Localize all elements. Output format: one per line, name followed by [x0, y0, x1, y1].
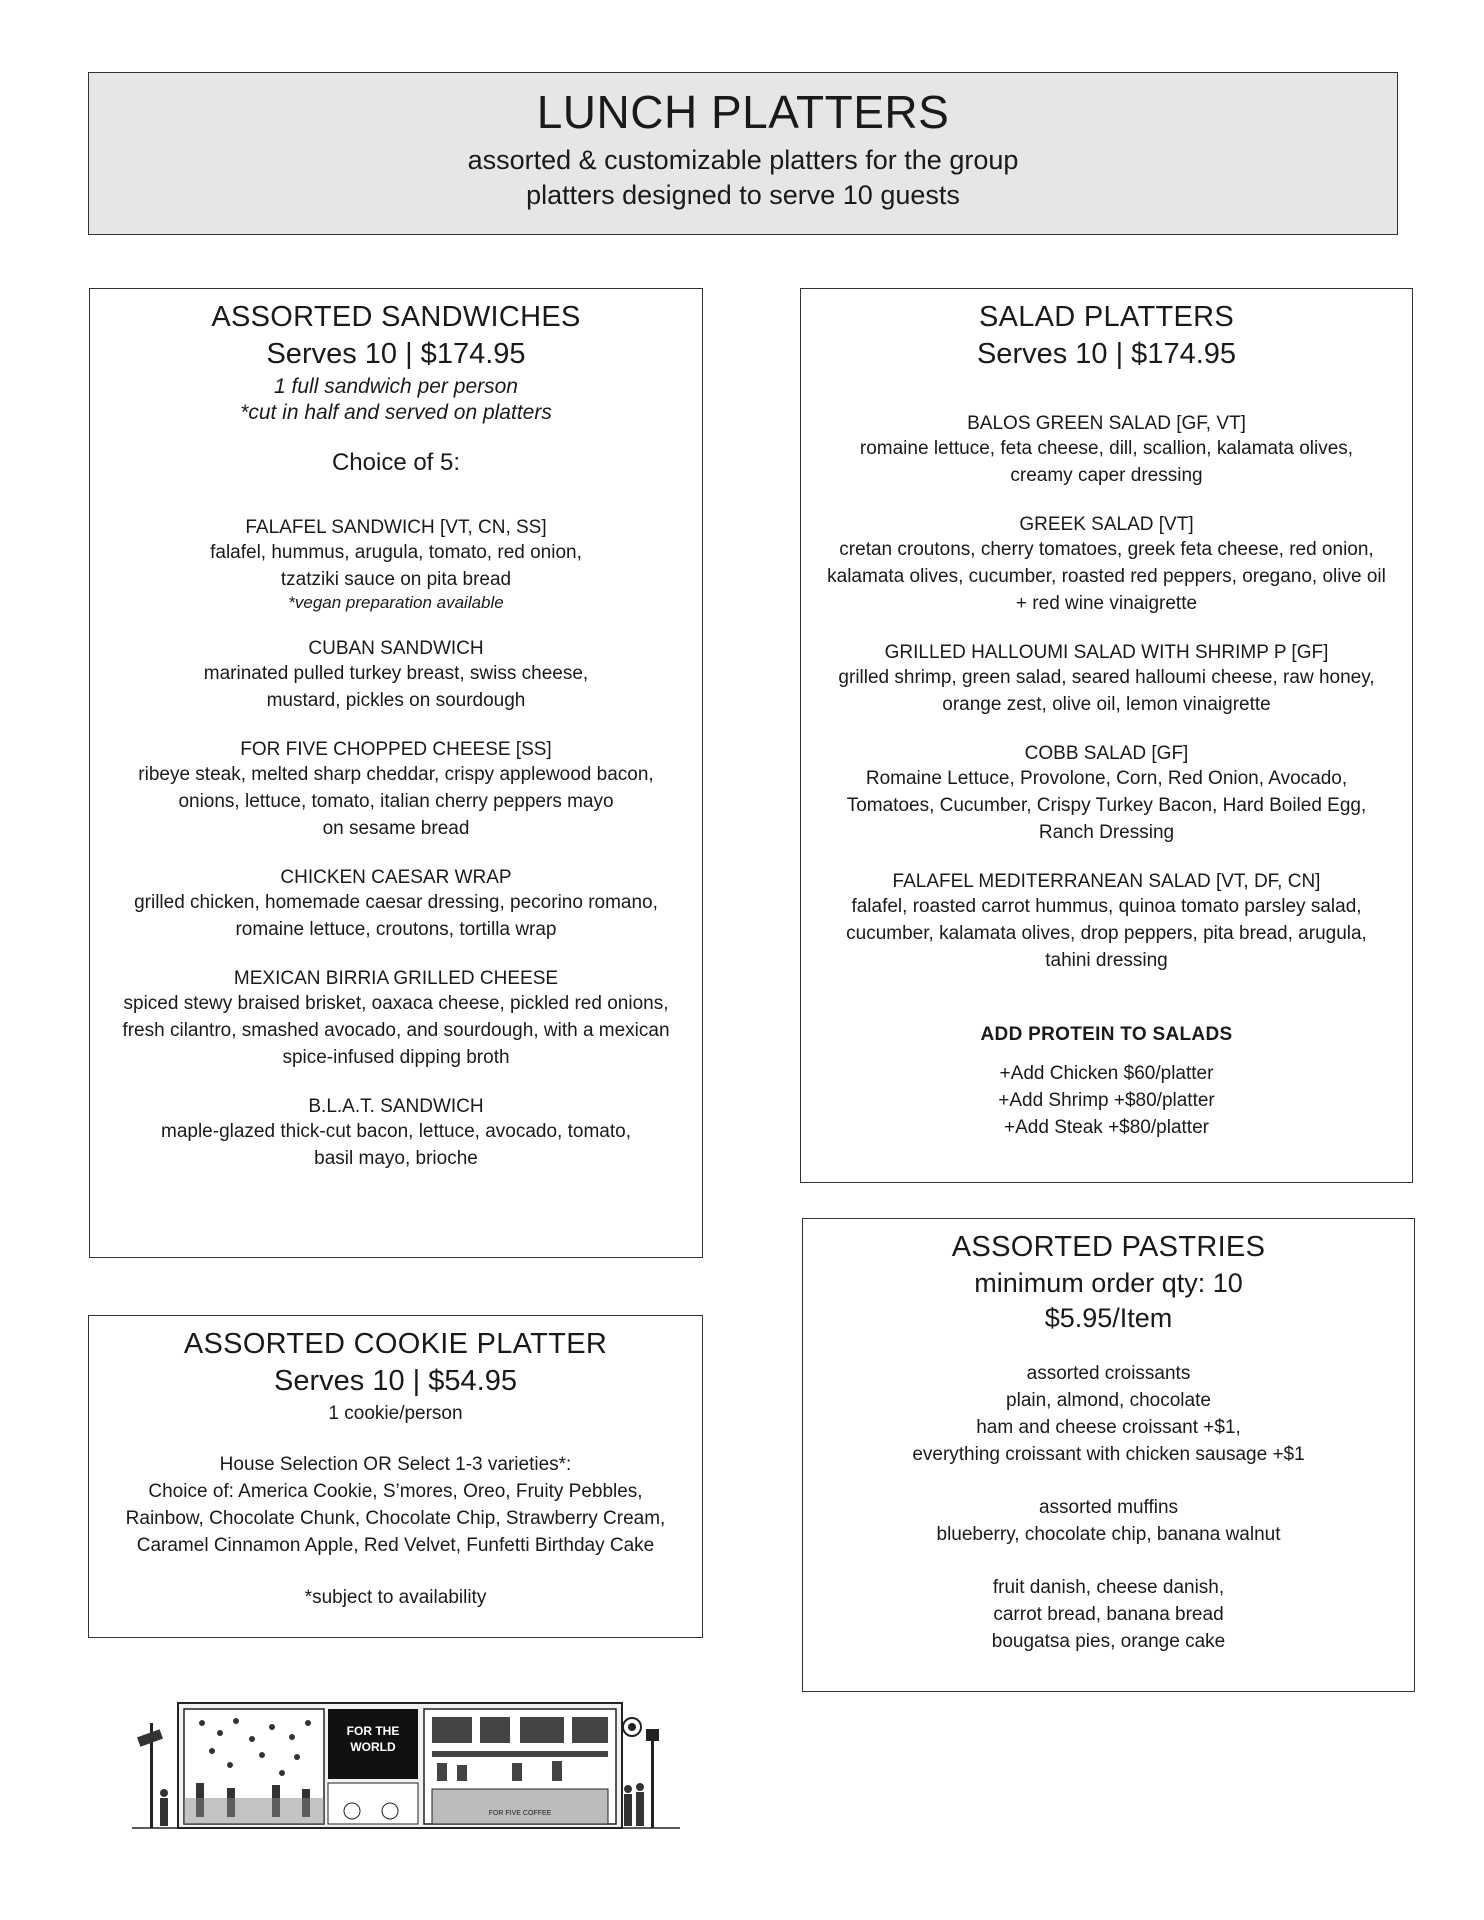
item-desc: romaine lettuce, feta cheese, dill, scallion, kalamata olives,: [859, 438, 1354, 459]
cookies-section: [88, 1315, 703, 1638]
page-header: [88, 72, 1398, 235]
item-desc: Ranch Dressing: [1038, 822, 1175, 843]
item-desc: falafel, roasted carrot hummus, quinoa tomato parsley salad,: [851, 896, 1362, 917]
pastry-group: [803, 1494, 1414, 1548]
menu-item: [90, 1096, 702, 1172]
item-desc: tahini dressing: [1045, 950, 1168, 971]
item-name: COBB SALAD [GF]: [1024, 743, 1189, 764]
pastries-section: [802, 1218, 1415, 1692]
sandwiches-title: ASSORTED SANDWICHES: [211, 301, 581, 333]
page-title: LUNCH PLATTERS: [536, 86, 950, 138]
item-desc: cucumber, kalamata olives, drop peppers, pita bread, arugula,: [846, 923, 1367, 944]
page-subtitle-serving: platters designed to serve 10 guests: [526, 180, 960, 210]
cookies-price: Serves 10 | $54.95: [274, 1365, 517, 1397]
menu-item: [90, 739, 702, 842]
item-name: BALOS GREEN SALAD [GF, VT]: [967, 413, 1246, 434]
pastry-line: carrot bread, banana bread: [993, 1604, 1224, 1625]
cookies-note: 1 cookie/person: [328, 1403, 463, 1424]
item-desc: spiced stewy braised brisket, oaxaca cheese, pickled red onions,: [123, 993, 669, 1014]
protein-option: +Add Chicken $60/platter: [999, 1063, 1214, 1084]
pastry-line: everything croissant with chicken sausage +$1: [912, 1444, 1305, 1465]
item-name: FALAFEL MEDITERRANEAN SALAD [VT, DF, CN]: [892, 871, 1321, 892]
protein-list: [801, 1060, 1412, 1141]
lamp-post: [651, 1738, 654, 1828]
item-desc: cretan croutons, cherry tomatoes, greek feta cheese, red onion,: [839, 539, 1374, 560]
seating-area: [328, 1783, 418, 1824]
store-text: FOR FIVE COFFEE: [488, 1810, 552, 1817]
menu-item: [801, 743, 1412, 846]
sandwiches-choice: Choice of 5:: [331, 449, 461, 476]
pastry-line: assorted croissants: [1026, 1363, 1191, 1384]
item-note: *vegan preparation available: [288, 593, 504, 612]
item-name: B.L.A.T. SANDWICH: [308, 1096, 484, 1117]
item-desc: mustard, pickles on sourdough: [266, 690, 526, 711]
item-desc: marinated pulled turkey breast, swiss cheese,: [203, 663, 589, 684]
salads-price: Serves 10 | $174.95: [976, 338, 1237, 370]
cookies-line: Choice of: America Cookie, S’mores, Oreo, Fruity Pebbles,: [148, 1481, 643, 1502]
menu-item: [801, 413, 1412, 489]
sandwiches-note: *cut in half and served on platters: [240, 401, 552, 424]
pastry-line: blueberry, chocolate chip, banana walnut: [936, 1524, 1281, 1545]
salads-title: SALAD PLATTERS: [978, 301, 1235, 333]
item-desc: ribeye steak, melted sharp cheddar, crispy applewood bacon,: [138, 764, 654, 785]
item-desc: creamy caper dressing: [1010, 465, 1203, 486]
sandwiches-note: 1 full sandwich per person: [274, 375, 518, 398]
sign-text: FOR THE: [346, 1724, 400, 1738]
item-desc: tzatziki sauce on pita bread: [280, 569, 512, 590]
item-desc: Romaine Lettuce, Provolone, Corn, Red Onion, Avocado,: [865, 768, 1348, 789]
item-desc: on sesame bread: [322, 818, 470, 839]
counter: [184, 1798, 324, 1824]
sandwiches-section: [89, 288, 703, 1258]
sign-text: WORLD: [350, 1740, 396, 1754]
pastry-line: fruit danish, cheese danish,: [992, 1577, 1225, 1598]
item-desc: grilled shrimp, green salad, seared halloumi cheese, raw honey,: [838, 667, 1375, 688]
sandwiches-price: Serves 10 | $174.95: [266, 338, 526, 370]
pastry-line: plain, almond, chocolate: [1006, 1390, 1211, 1411]
pastry-line: assorted muffins: [1038, 1497, 1179, 1518]
lamp-head: [646, 1729, 659, 1741]
menu-item: [90, 517, 702, 613]
item-desc: basil mayo, brioche: [314, 1148, 478, 1169]
item-desc: fresh cilantro, smashed avocado, and sourdough, with a mexican: [122, 1020, 670, 1041]
menu-item: [90, 867, 702, 943]
item-name: MEXICAN BIRRIA GRILLED CHEESE: [233, 968, 559, 989]
pastries-title: ASSORTED PASTRIES: [951, 1231, 1266, 1263]
menu-item: [90, 968, 702, 1071]
storefront-illustration: [132, 1693, 680, 1833]
cookies-line: House Selection OR Select 1-3 varieties*:: [219, 1454, 572, 1475]
item-name: FALAFEL SANDWICH [VT, CN, SS]: [245, 517, 547, 538]
cookies-line: Caramel Cinnamon Apple, Red Velvet, Funfetti Birthday Cake: [136, 1535, 655, 1556]
item-desc: Tomatoes, Cucumber, Crispy Turkey Bacon, Hard Boiled Egg,: [846, 795, 1367, 816]
round-sign-center: [628, 1723, 636, 1731]
menu-item: [801, 642, 1412, 718]
item-name: GRILLED HALLOUMI SALAD WITH SHRIMP P [GF]: [884, 642, 1329, 663]
item-desc: maple-glazed thick-cut bacon, lettuce, avocado, tomato,: [161, 1121, 631, 1142]
protein-heading: ADD PROTEIN TO SALADS: [980, 1024, 1233, 1045]
item-desc: orange zest, olive oil, lemon vinaigrette: [942, 694, 1271, 715]
item-name: FOR FIVE CHOPPED CHEESE [SS]: [240, 739, 552, 760]
cookies-description: [89, 1451, 702, 1559]
item-name: CHICKEN CAESAR WRAP: [280, 867, 512, 888]
pastries-price: $5.95/Item: [1044, 1303, 1173, 1333]
menu-item: [801, 871, 1412, 974]
menu-item: [801, 514, 1412, 617]
cookies-line: Rainbow, Chocolate Chunk, Chocolate Chip, Strawberry Cream,: [125, 1508, 666, 1529]
item-desc: onions, lettuce, tomato, italian cherry peppers mayo: [178, 791, 614, 812]
menu-item: [90, 638, 702, 714]
item-desc: kalamata olives, cucumber, roasted red peppers, oregano, olive oil: [827, 566, 1386, 587]
page-subtitle: assorted & customizable platters for the group: [467, 145, 1019, 175]
item-name: GREEK SALAD [VT]: [1019, 514, 1194, 535]
pastry-line: bougatsa pies, orange cake: [991, 1631, 1226, 1652]
item-desc: + red wine vinaigrette: [1015, 593, 1198, 614]
pastry-group: [803, 1574, 1414, 1655]
pastry-group: [803, 1360, 1414, 1468]
salads-section: [800, 288, 1413, 1183]
item-desc: spice-infused dipping broth: [282, 1047, 510, 1068]
protein-option: +Add Steak +$80/platter: [1004, 1117, 1209, 1138]
cafe-counter: [432, 1789, 608, 1824]
item-desc: grilled chicken, homemade caesar dressing, pecorino romano,: [134, 892, 658, 913]
pastries-minimum: minimum order qty: 10: [974, 1268, 1243, 1298]
item-name: CUBAN SANDWICH: [308, 638, 484, 659]
item-desc: romaine lettuce, croutons, tortilla wrap: [235, 919, 557, 940]
item-desc: falafel, hummus, arugula, tomato, red onion,: [210, 542, 582, 563]
protein-option: +Add Shrimp +$80/platter: [998, 1090, 1215, 1111]
pastry-line: ham and cheese croissant +$1,: [976, 1417, 1241, 1438]
cookies-footnote: *subject to availability: [304, 1587, 487, 1608]
cookies-title: ASSORTED COOKIE PLATTER: [183, 1328, 608, 1360]
